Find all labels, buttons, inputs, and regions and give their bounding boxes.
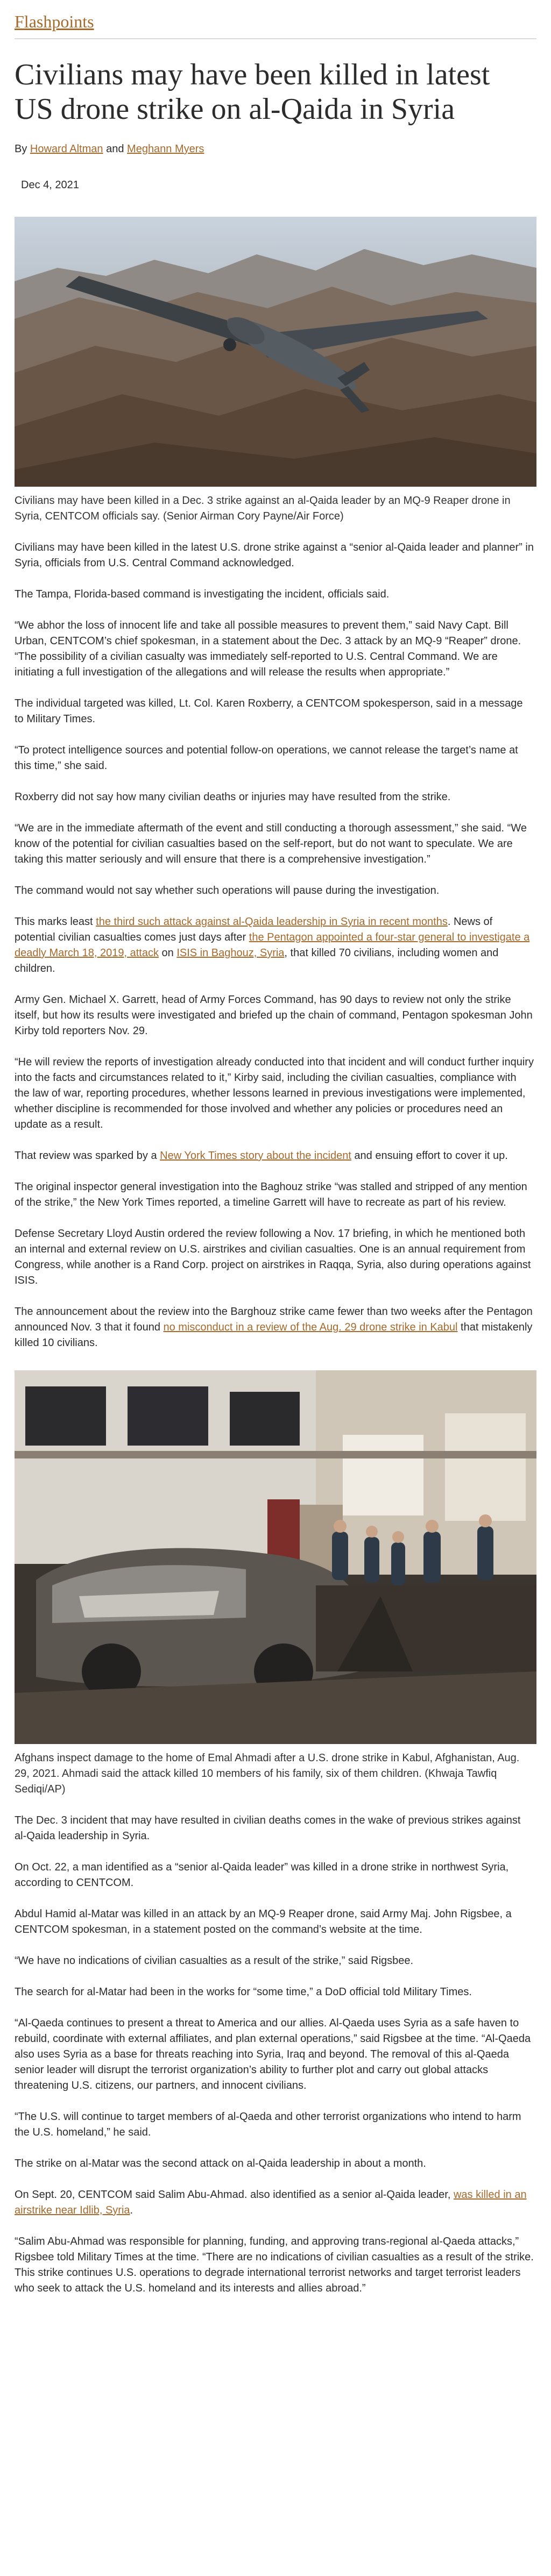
article-paragraph: The original inspector general investigation into the Baghouz strike “was stalled and stripped of any mention of the strike,” the New York Times reported, a timeline Garrett will have to recreate as part of his review. — [15, 1181, 527, 1208]
text-span: that mistakenly killed 10 civilians. — [15, 1321, 533, 1349]
article-paragraph: The Tampa, Florida-based command is investigating the incident, officials said. — [15, 588, 390, 600]
article-paragraph: Army Gen. Michael X. Garrett, head of Army Forces Command, has 90 days to review not only the strike itself, but how its results were investigated and briefed up the chain of command, Pentagon spokesman John Kirby told reporters Nov. 29. — [15, 994, 533, 1037]
article-paragraph: “He will review the reports of investigation already conducted into that incident and will conduct further inquiry into the facts and circumstances related to it,” Kirby said, including the civilian casualties, compliance with the law of war, reporting procedures, whether lessons learned in previous investigations were implemented, whether discipline is recommended for those involved and whether any policies or procedures need an update as a result. — [15, 1056, 534, 1130]
drone-photo-image — [15, 217, 536, 487]
article-paragraph — [15, 2187, 534, 2218]
article-paragraph: On Oct. 22, a man identified as a “senior al-Qaida leader” was killed in a drone strike in northwest Syria, according to CENTCOM. — [15, 1861, 509, 1889]
article-title: Civilians may have been killed in latest US drone strike on al-Qaida in Syria — [15, 58, 490, 126]
article-paragraph: Defense Secretary Lloyd Austin ordered the review following a Nov. 17 briefing, in which he mentioned both an internal and external review on U.S. airstrikes and civilian casualties. One is an annual requirement from Congress, while another is a Rand Corp. project on airstrikes in Raqqa, Syria, also during operations against ISIS. — [15, 1228, 531, 1286]
text-span: and ensuing effort to cover it up. — [351, 1150, 508, 1162]
article-paragraph: “To protect intelligence sources and potential follow-on operations, we cannot release the target’s name at this time,” she said. — [15, 744, 518, 772]
article-paragraph: The search for al-Matar had been in the works for “some time,” a DoD official told Military Times. — [15, 1986, 472, 1998]
article-paragraph: Abdul Hamid al-Matar was killed in an attack by an MQ-9 Reaper drone, said Army Maj. John Rigsbee, a CENTCOM spokesman, in a statement posted on the command’s website at the time. — [15, 1908, 512, 1935]
article-paragraph: The strike on al-Matar was the second attack on al-Qaida leadership in about a month. — [15, 2158, 426, 2169]
kabul-photo-image — [15, 1370, 536, 1744]
figure1-caption: Civilians may have been killed in a Dec. 3 strike against an al-Qaida leader by an MQ-9 Reaper drone in Syria, CENTCOM officials say. (Senior Airman Cory Payne/Air Force) — [15, 495, 511, 522]
article-paragraph: Roxberry did not say how many civilian deaths or injuries may have resulted from the strike. — [15, 791, 451, 803]
author-link-howard-altman[interactable]: Howard Altman — [30, 143, 103, 155]
text-span: That review was sparked by a — [15, 1150, 160, 1162]
byline — [15, 143, 536, 155]
article-paragraph: “We have no indications of civilian casualties as a result of the strike,” said Rigsbee. — [15, 1955, 414, 1967]
text-span: . — [130, 2204, 133, 2216]
byline-and: and — [106, 143, 124, 155]
figure2-caption: Afghans inspect damage to the home of Emal Ahmadi after a U.S. drone strike in Kabul, Afghanistan, Aug. 29, 2021. Ahmadi said the attack killed 10 members of his family, six of them children. (Khwaja Tawfiq Sediqi/AP) — [15, 1752, 520, 1795]
link-nyt-story[interactable]: New York Times story about the incident — [160, 1150, 351, 1162]
link-idlib-airstrike[interactable]: was killed in an airstrike near Idlib, Syria — [15, 2189, 527, 2216]
article-paragraph — [15, 1304, 534, 1351]
link-isis-baghouz[interactable]: ISIS in Baghouz, Syria — [176, 947, 285, 959]
text-span: This marks least — [15, 916, 96, 928]
article-paragraph — [15, 914, 534, 977]
text-span: . News of potential civilian casualties comes just days after — [15, 916, 493, 943]
article-paragraph: “Al-Qaeda continues to present a threat to America and our allies. Al-Qaeda uses Syria as a safe haven to rebuild, coordinate with external affiliates, and plan external operations,” said Rigsbee at the time. “Al-Qaeda also uses Syria as a base for threats reaching into Syria, Iraq and beyond. The removal of this al-Qaeda senior leader will disrupt the terrorist organization’s ability to further plot and carry out global attacks threatening U.S. citizens, our partners, and innocent civilians. — [15, 2017, 531, 2091]
article-paragraph: Civilians may have been killed in the latest U.S. drone strike against a “senior al-Qaida leader and planner” in Syria, officials from U.S. Central Command acknowledged. — [15, 542, 534, 569]
header-divider — [15, 38, 536, 39]
article-paragraph: The individual targeted was killed, Lt. Col. Karen Roxberry, a CENTCOM spokesperson, said in a message to Military Times. — [15, 698, 523, 725]
text-span: on — [158, 947, 177, 959]
text-span: On Sept. 20, CENTCOM said Salim Abu-Ahmad. also identified as a senior al-Qaida leader, — [15, 2189, 454, 2201]
byline-prefix: By — [15, 143, 27, 155]
article-paragraph: “The U.S. will continue to target members of al-Qaeda and other terrorist organizations who intend to harm the U.S. homeland,” he said. — [15, 2111, 521, 2138]
section-link-flashpoints[interactable]: Flashpoints — [15, 12, 94, 31]
author-link-meghann-myers[interactable]: Meghann Myers — [127, 143, 204, 155]
text-span: The announcement about the review into the Barghouz strike came fewer than two weeks after the Pentagon announced Nov. 3 that it found — [15, 1306, 533, 1333]
drone-photo — [15, 217, 536, 487]
link-kabul-review[interactable]: no misconduct in a review of the Aug. 29 drone strike in Kabul — [163, 1321, 458, 1333]
article-paragraph: “We abhor the loss of innocent life and take all possible measures to prevent them,” said Navy Capt. Bill Urban, CENTCOM’s chief spokesman, in a statement about the Dec. 3 attack by an MQ-9 “Reaper” drone. “The possibility of a civilian casualty was immediately self-reported to U.S. Central Command. We are initiating a full investigation of the allegations and will release the results when appropriate.” — [15, 620, 521, 678]
text-span: , that killed 70 civilians, including women and children. — [15, 947, 499, 974]
link-pentagon-four-star-general[interactable]: the Pentagon appointed a four-star general to investigate a deadly March 18, 2019, attack — [15, 931, 530, 959]
article-paragraph: “We are in the immediate aftermath of the event and still conducting a thorough assessment,” she said. “We know of the potential for civilian casualties based on the self-report, but do not want to speculate. We are taking this matter seriously and will ensure that there is a comprehensive investigation.” — [15, 822, 527, 865]
article-paragraph: “Salim Abu-Ahmad was responsible for planning, funding, and approving trans-regional al-Qaeda attacks,” Rigsbee told Military Times at the time. “There are no indications of civilian casualties as a result of the strike. This strike continues U.S. operations to degrade international terrorist networks and target terrorist leaders who seek to attack the U.S. homeland and its interests and allies abroad.” — [15, 2236, 534, 2294]
kabul-photo — [15, 1370, 536, 1744]
article-paragraph: The Dec. 3 incident that may have resulted in civilian deaths comes in the wake of previous strikes against al-Qaida leadership in Syria. — [15, 1814, 521, 1842]
article-paragraph — [15, 1148, 534, 1164]
publish-date: Dec 4, 2021 — [21, 179, 79, 191]
link-third-attack-al-qaida[interactable]: the third such attack against al-Qaida leadership in Syria in recent months — [96, 916, 448, 928]
article-paragraph: The command would not say whether such operations will pause during the investigation. — [15, 885, 440, 896]
